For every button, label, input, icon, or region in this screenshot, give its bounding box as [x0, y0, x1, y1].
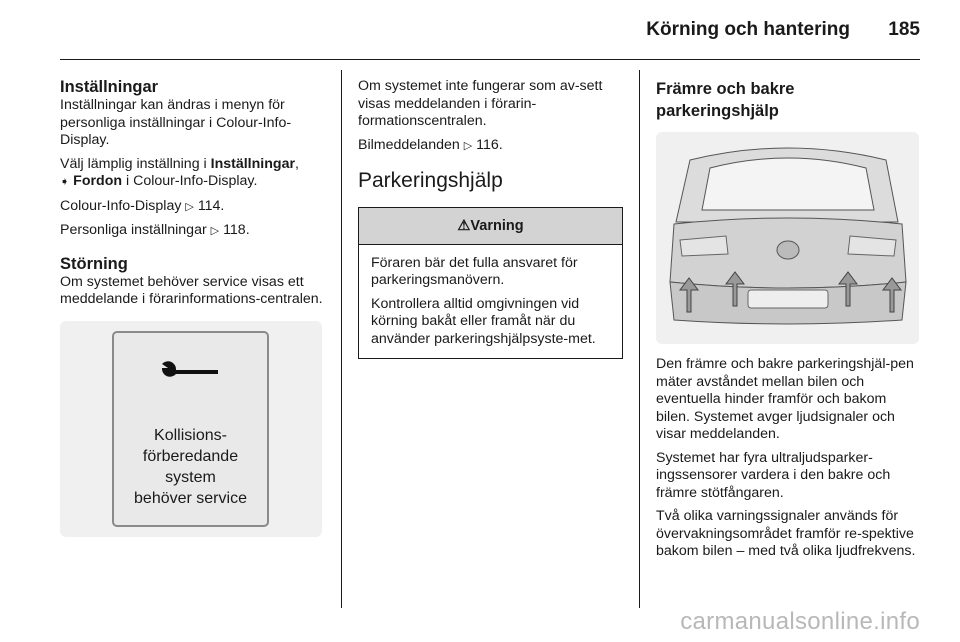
section-title-storning: Störning — [60, 254, 128, 273]
display-message — [114, 425, 267, 509]
menu-item-installningar: Inställningar — [210, 155, 295, 172]
display-line: förberedande — [142, 447, 239, 465]
paragraph: Inställningar kan ändras i menyn för personliga inställningar i Colour-Info-Display. — [60, 97, 292, 148]
warning-box — [358, 207, 623, 359]
paragraph: Om systemet inte fungerar som av-sett visas meddelanden i förarin-formationscentralen. — [358, 78, 603, 129]
display-line: Kollisions- — [154, 426, 227, 444]
column-divider-1 — [341, 70, 342, 608]
right-column — [656, 78, 922, 567]
title-line: Främre och bakre — [656, 80, 795, 98]
paragraph: Föraren bär det fulla ansvaret för parkeringsmanövern. — [371, 254, 578, 288]
menu-arrow-icon: ➧ — [60, 176, 70, 188]
warning-title: Varning — [470, 218, 524, 234]
reference-text: Personliga inställningar — [60, 222, 207, 238]
display-line: system — [165, 468, 216, 486]
reference-arrow-icon: ▷ — [463, 139, 473, 152]
reference-page: 116. — [476, 136, 503, 153]
paragraph: Den främre och bakre parkeringshjäl-pen mäter avståndet mellan bilen och eventuella hinder framför och bakom bilen. Systemet avger ljudsignaler och visar meddelanden. — [656, 356, 914, 442]
display-message-figure — [60, 321, 322, 537]
left-column — [60, 78, 332, 537]
section-title-installningar: Inställningar — [60, 78, 159, 96]
watermark: carmanualsonline.info — [680, 608, 920, 635]
section-title-parkeringshjalp: Parkeringshjälp — [358, 169, 503, 192]
reference-page: 114. — [197, 197, 225, 214]
warning-header — [359, 208, 622, 245]
paragraph: Om systemet behöver service visas ett meddelande i förarinformations-centralen. — [60, 273, 323, 307]
middle-column — [358, 78, 623, 359]
reference-arrow-icon: ▷ — [185, 200, 194, 213]
warning-body — [359, 245, 622, 359]
reference-arrow-icon: ▷ — [210, 225, 220, 237]
title-line: parkeringshjälp — [656, 102, 779, 120]
wrench-icon — [160, 361, 220, 387]
car-sensor-figure — [656, 132, 919, 344]
paragraph: Två olika varningssignaler används för övervakningsområdet framför re-spektive bakom bilen – med två olika ljudfrekvens. — [656, 508, 916, 559]
paragraph: Systemet har fyra ultraljudsparker-ingssensorer vardera i den bakre och främre stötfångaren. — [656, 449, 891, 501]
header-divider — [60, 59, 920, 60]
reference-page: 118. — [223, 222, 250, 238]
cross-reference — [60, 222, 332, 241]
cross-reference — [358, 137, 623, 156]
text: Välj lämplig inställning i — [60, 155, 211, 172]
reference-text: Colour-Info-Display — [60, 197, 182, 214]
display-line: behöver service — [134, 489, 247, 507]
paragraph-menu-path — [60, 156, 332, 192]
page-number: 185 — [888, 19, 920, 40]
section-title-parking-assist — [656, 78, 922, 122]
text: , — [294, 155, 299, 172]
warning-icon: ⚠ — [457, 218, 471, 234]
car-rear-illustration — [656, 132, 919, 344]
text: i Colour-Info-Display. — [122, 173, 258, 189]
column-divider-2 — [639, 70, 640, 608]
paragraph: Kontrollera alltid omgivningen vid körning bakåt eller framåt när du använder parkeringshjälpsyste-met. — [371, 295, 596, 347]
display-panel — [112, 331, 269, 527]
menu-item-fordon: Fordon — [73, 173, 123, 189]
cross-reference — [60, 198, 332, 217]
page-header-title: Körning och hantering — [646, 19, 850, 40]
reference-text: Bilmeddelanden — [358, 136, 460, 153]
